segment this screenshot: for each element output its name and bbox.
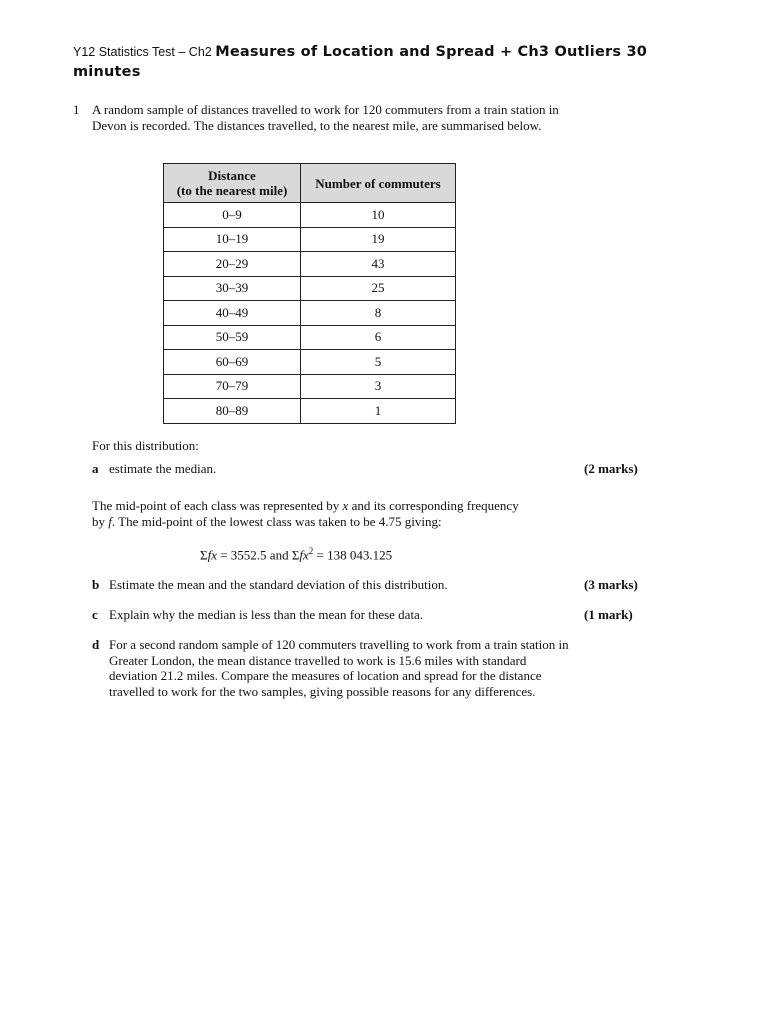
table-row (164, 350, 456, 375)
part-b-marks: (3 marks) (584, 577, 638, 592)
distance-cell: 30–39 (164, 276, 301, 301)
distance-cell: 0–9 (164, 203, 301, 228)
count-cell: 5 (301, 350, 456, 375)
count-cell: 43 (301, 252, 456, 277)
table-row (164, 374, 456, 399)
count-cell: 8 (301, 301, 456, 326)
count-cell: 19 (301, 227, 456, 252)
header-title: Measures of Location and Spread + Ch3 Outliers 30 minutes (73, 44, 648, 80)
part-d-text: For a second random sample of 120 commuters travelling to work from a train station in Greater London, the mean distance travelled to work is 15.6 miles with standard deviation 21.2 miles. Compare the measures of location and spread for the distance travelled to work for the two samples, giving possible reasons for any differences. (109, 637, 569, 699)
table-row (164, 301, 456, 326)
part-a-label: a (92, 461, 99, 476)
part-c-text: Explain why the median is less than the mean for these data. (109, 607, 424, 622)
part-a-text: estimate the median. (109, 461, 217, 476)
formula-value: = 3552.5 and (216, 547, 292, 563)
distance-cell: 50–59 (164, 325, 301, 350)
table-row (164, 276, 456, 301)
table-header-row (164, 164, 456, 203)
fx-term: fx (299, 547, 309, 563)
table-row (164, 227, 456, 252)
commuters-column-header: Number of commuters (301, 164, 456, 203)
table-row (164, 203, 456, 228)
midpoint-text: and its corresponding frequency (348, 498, 519, 513)
question-number: 1 (73, 102, 80, 117)
distance-cell: 80–89 (164, 399, 301, 424)
page-header (73, 42, 673, 82)
distance-cell: 70–79 (164, 374, 301, 399)
count-cell: 25 (301, 276, 456, 301)
count-cell: 1 (301, 399, 456, 424)
power-superscript: 2 (308, 546, 314, 556)
sigma-symbol: Σ (291, 547, 300, 563)
frequency-table (163, 163, 456, 424)
sigma-symbol: Σ (200, 547, 208, 563)
part-a-marks: (2 marks) (584, 461, 638, 476)
midpoint-f-var: f (108, 513, 112, 529)
table-row (164, 325, 456, 350)
table-row (164, 252, 456, 277)
part-b-label: b (92, 577, 100, 592)
midpoint-paragraph (92, 498, 572, 529)
part-d-label: d (92, 637, 100, 652)
count-cell: 10 (301, 203, 456, 228)
header-prefix: Y12 Statistics Test – Ch2 (73, 45, 216, 59)
distance-cell: 20–29 (164, 252, 301, 277)
count-cell: 6 (301, 325, 456, 350)
fx-term: fx (207, 547, 217, 563)
distance-header-line2: (to the nearest mile) (176, 183, 288, 198)
distance-header-line1: Distance (208, 168, 256, 183)
summation-formula (200, 546, 392, 563)
question-intro: A random sample of distances travelled to work for 120 commuters from a train station in Devon is recorded. The distances travelled, to the nearest mile, are summarised below. (92, 102, 559, 133)
part-c-marks: (1 mark) (584, 607, 633, 622)
distance-column-header (164, 164, 301, 203)
midpoint-x-var: x (342, 498, 349, 513)
midpoint-text: . The mid-point of the lowest class was taken to be 4.75 giving: (111, 513, 442, 529)
part-b-text: Estimate the mean and the standard deviation of this distribution. (109, 577, 448, 592)
midpoint-text: by (92, 513, 109, 529)
formula-value: = 138 043.125 (313, 547, 393, 563)
count-cell: 3 (301, 374, 456, 399)
midpoint-text: The mid-point of each class was represented by (92, 498, 343, 513)
table-row (164, 399, 456, 424)
part-c-label: c (92, 607, 98, 622)
for-this-distribution: For this distribution: (92, 438, 199, 453)
distance-cell: 10–19 (164, 227, 301, 252)
distance-cell: 60–69 (164, 350, 301, 375)
distance-cell: 40–49 (164, 301, 301, 326)
